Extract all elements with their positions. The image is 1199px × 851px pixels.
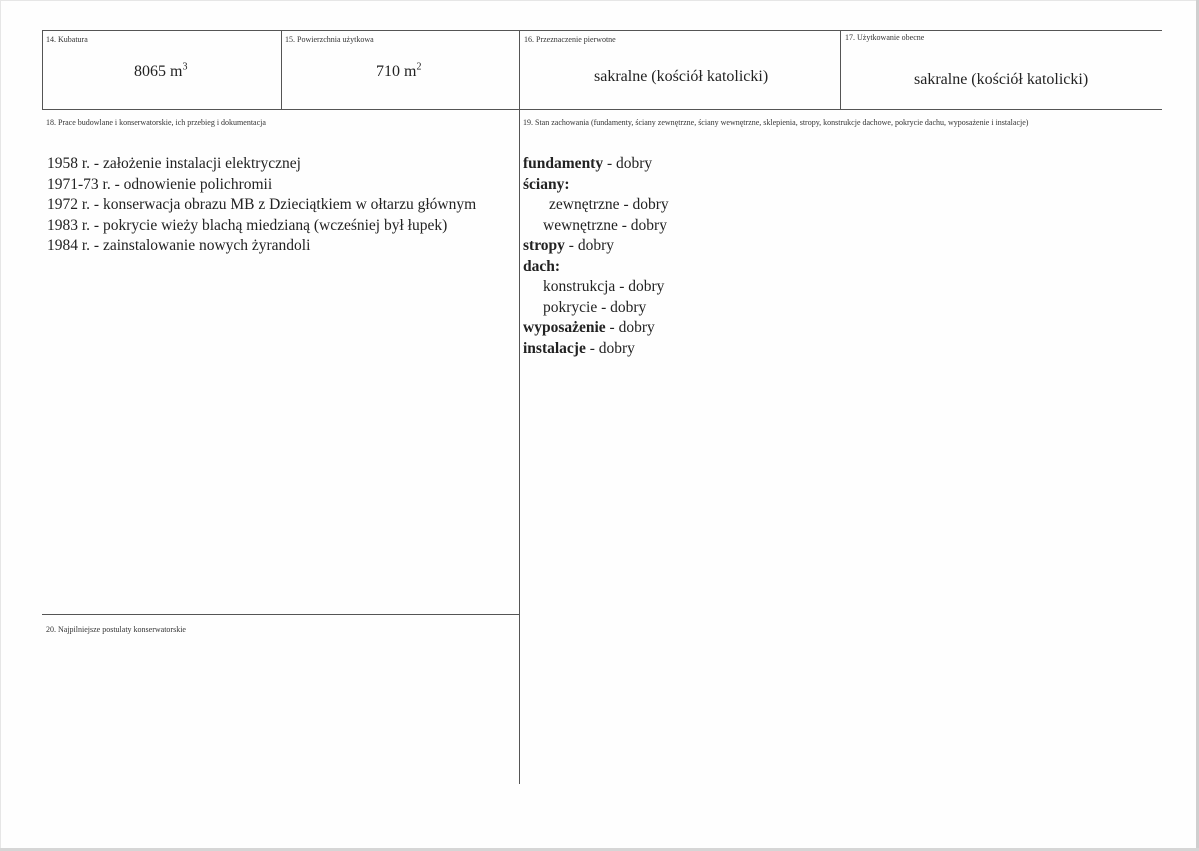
works-entry: 1983 r. - pokrycie wieży blachą miedzianą (wcześniej był łupek)	[47, 216, 448, 234]
condition-wyposazenie: wyposażenie - dobry	[523, 319, 655, 336]
condition-fundamenty: fundamenty - dobry	[523, 155, 653, 172]
field-14-value: 8065 $m^3$	[134, 61, 188, 80]
condition-dach: dach:	[523, 257, 561, 275]
condition-wewnetrzne: wewnętrzne - dobry	[543, 216, 667, 234]
condition-list	[523, 154, 669, 359]
field-20-label: 20. Najpilniejsze postulaty konserwatorskie	[46, 625, 186, 634]
works-entry: 1984 r. - zainstalowanie nowych żyrandoli	[47, 237, 311, 254]
grid-line-col2	[519, 30, 520, 784]
field-15-label: 15. Powierzchnia użytkowa	[285, 35, 374, 44]
condition-pokrycie: pokrycie - dobry	[543, 298, 647, 316]
works-list	[47, 154, 476, 257]
field-17-label: 17. Użytkowanie obecne	[845, 33, 925, 42]
grid-line-col1	[281, 30, 282, 110]
condition-instalacje: instalacje - dobry	[523, 339, 635, 357]
field-16-label: 16. Przeznaczenie pierwotne	[524, 35, 616, 44]
field-16-value: sakralne (kościół katolicki)	[594, 68, 769, 85]
grid-line-top	[42, 30, 1162, 31]
grid-line-col3	[840, 30, 841, 110]
works-entry: 1972 r. - konserwacja obrazu MB z Dzieciątkiem w ołtarzu głównym	[47, 196, 477, 213]
field-19-label: 19. Stan zachowania (fundamenty, ściany zewnętrzne, ściany wewnętrzne, sklepienia, stropy, konstrukcje dachowe, pokrycie dachu, wyposażenie i instalacje)	[523, 118, 1029, 127]
field-15-value: 710 $m^2$	[376, 61, 422, 80]
grid-line-row1	[42, 109, 1162, 110]
condition-sciany: ściany:	[523, 175, 570, 193]
condition-stropy: stropy - dobry	[523, 237, 614, 254]
condition-konstrukcja: konstrukcja - dobry	[543, 278, 665, 295]
works-entry: 1971-73 r. - odnowienie polichromii	[47, 175, 273, 193]
field-14-label: 14. Kubatura	[46, 35, 88, 44]
grid-line-left	[42, 30, 43, 110]
condition-zewnetrzne: zewnętrzne - dobry	[549, 196, 669, 213]
field-17-value: sakralne (kościół katolicki)	[914, 71, 1089, 88]
works-entry: 1958 r. - założenie instalacji elektrycznej	[47, 155, 301, 172]
field-18-label: 18. Prace budowlane i konserwatorskie, ich przebieg i dokumentacja	[46, 118, 266, 127]
grid-line-row2	[42, 614, 519, 615]
